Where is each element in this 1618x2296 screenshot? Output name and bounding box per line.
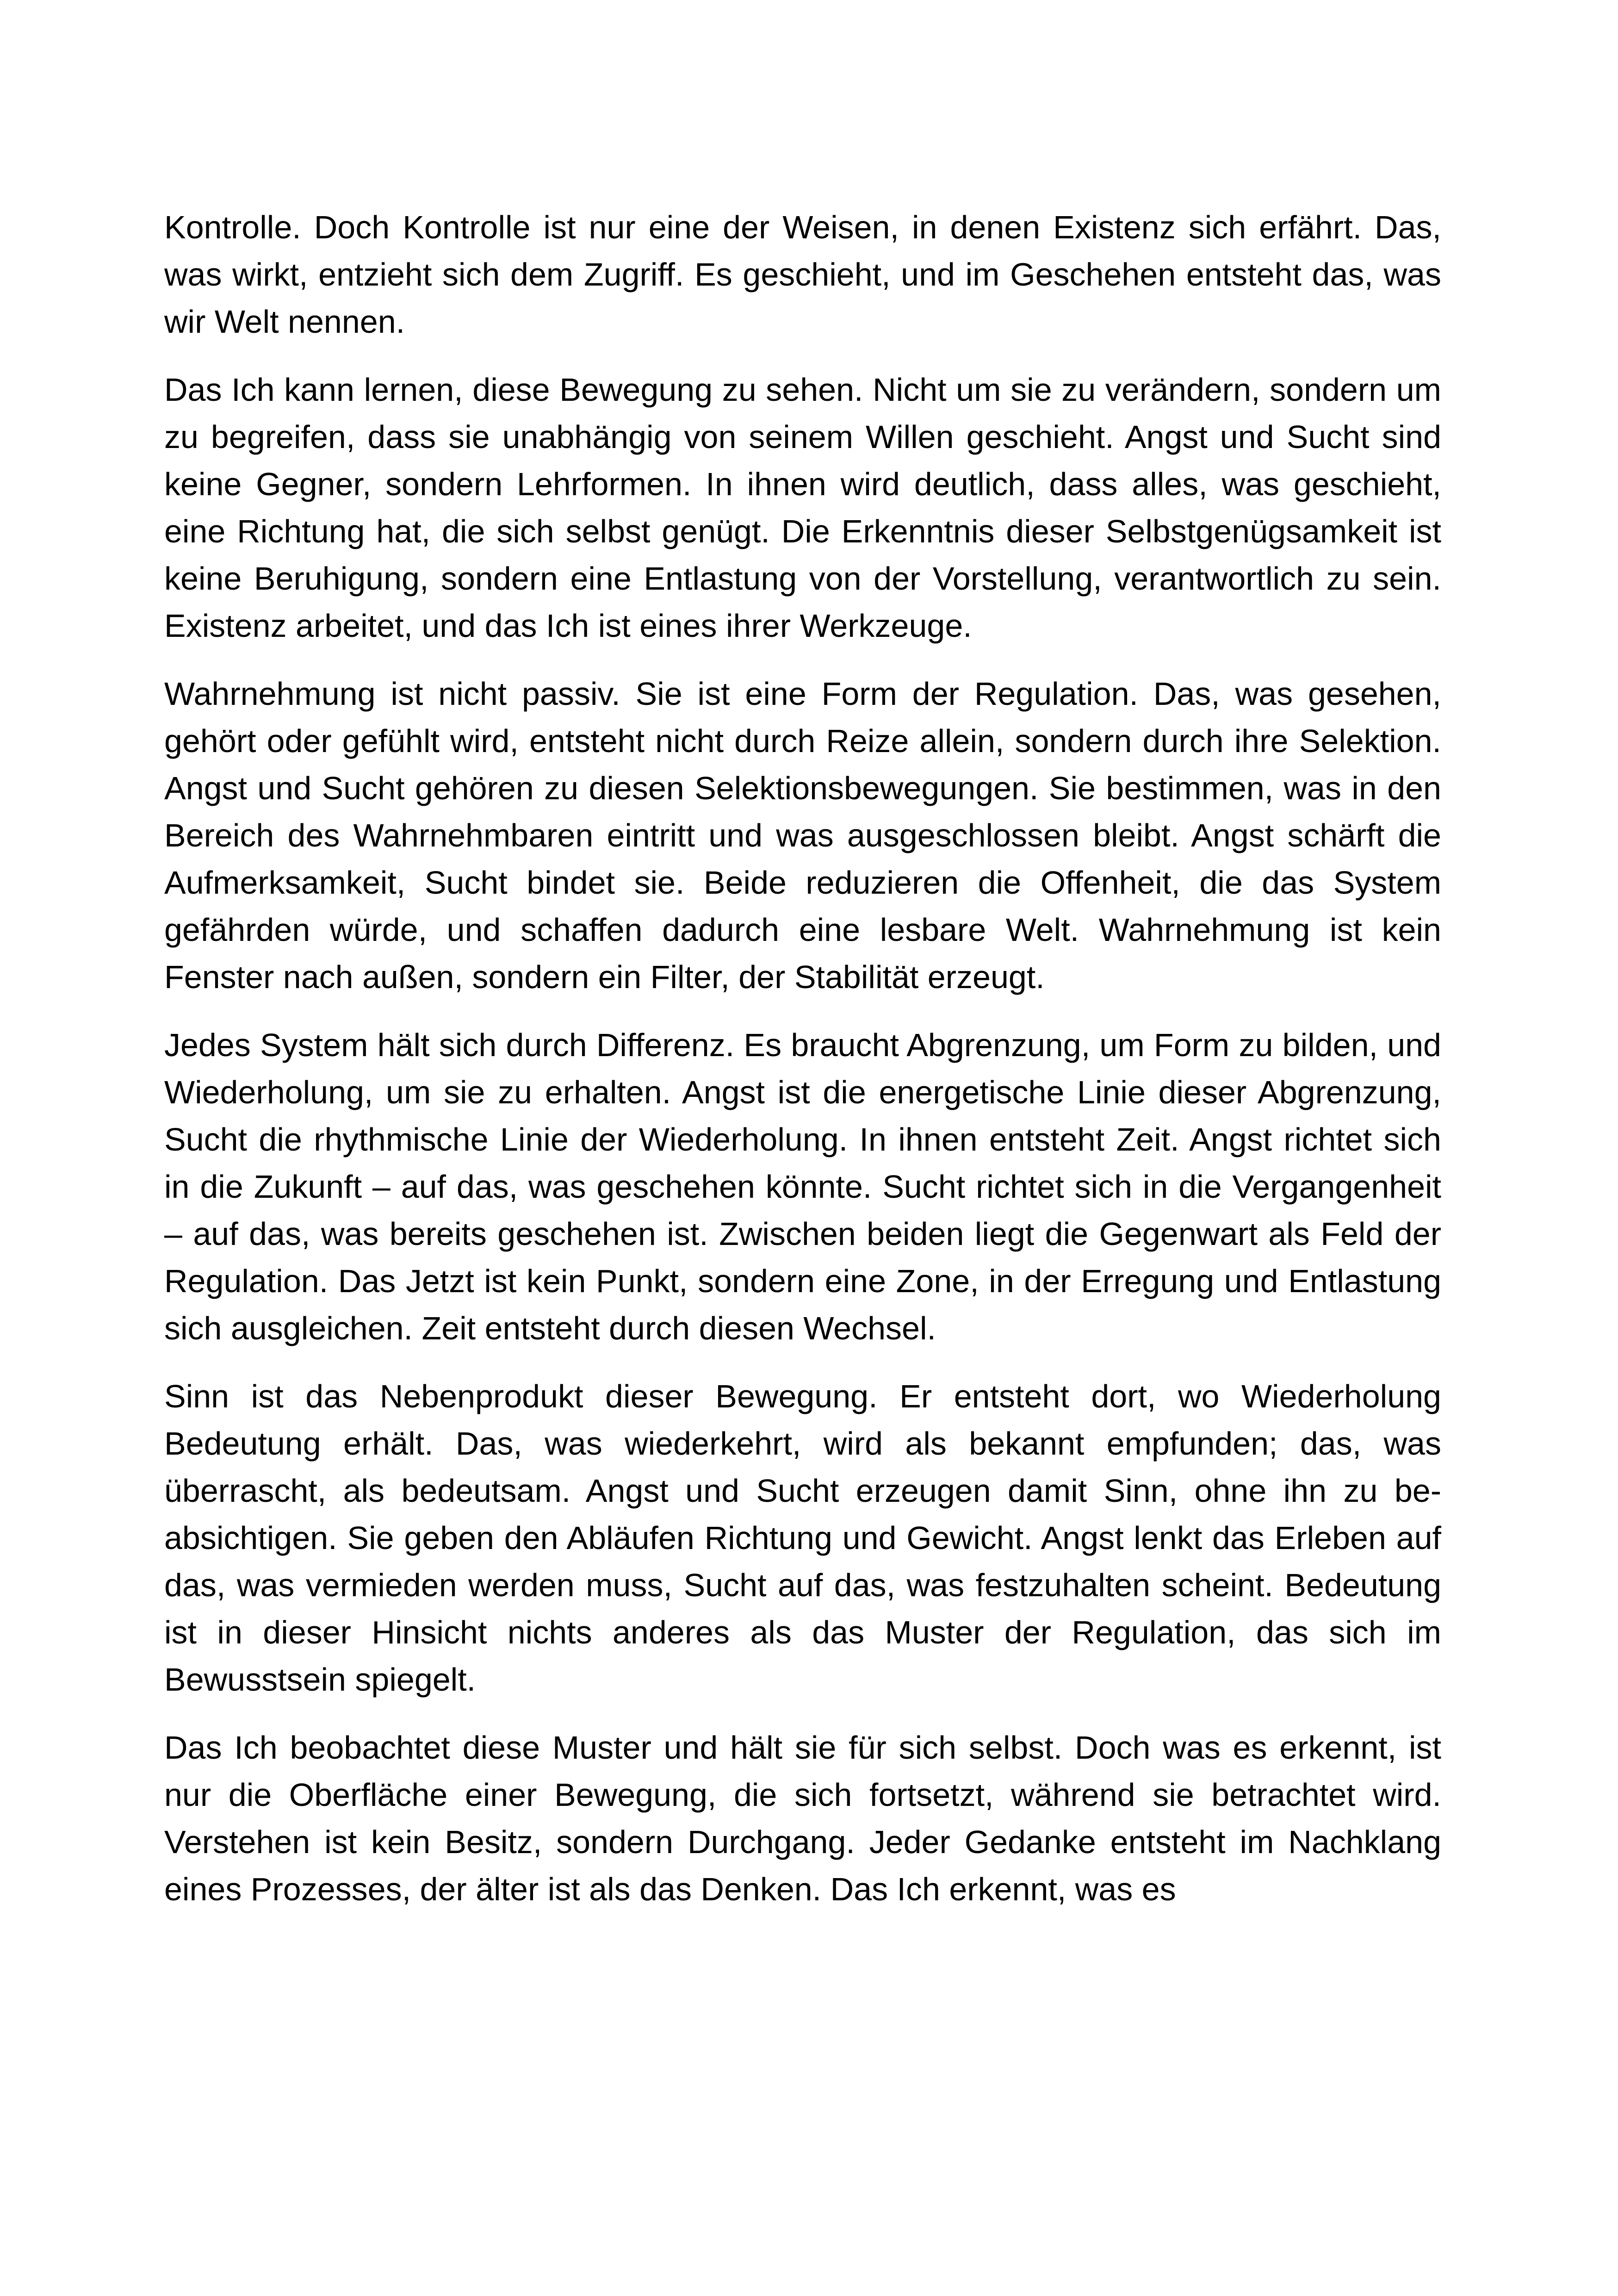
paragraph-5: Sinn ist das Nebenprodukt dieser Bewegung. Er entsteht dort, wo Wiederholung Bedeutung erhält. Das, was wiederkehrt, wird als bekannt empfunden; das, was überrascht, als bedeutsam. Angst und Sucht erzeugen damit Sinn, ohne ihn zu beabsichtigen. Sie geben den Abläufen Richtung und Gewicht. Angst lenkt das Erleben auf das, was vermieden werden muss, Sucht auf das, was festzuhalten scheint. Bedeutung ist in dieser Hinsicht nichts anderes als das Muster der Regulation, das sich im Bewusstsein spiegelt.: [164, 1378, 1441, 1698]
document-page: [164, 204, 1441, 1913]
paragraph-3: Wahrnehmung ist nicht passiv. Sie ist eine Form der Regulation. Das, was gesehen, gehört oder gefühlt wird, entsteht nicht durch Reize allein, sondern durch ihre Selektion. Angst und Sucht gehören zu diesen Selektionsbewegungen. Sie bestimmen, was in den Bereich des Wahrnehmbaren eintritt und was ausgeschlossen bleibt. Angst schärft die Aufmerksamkeit, Sucht bindet sie. Beide reduzieren die Offenheit, die das System gefährden würde, und schaffen dadurch eine lesbare Welt. Wahrnehmung ist kein Fenster nach außen, sondern ein Filter, der Stabilität erzeugt.: [164, 676, 1441, 995]
paragraph-2: Das Ich kann lernen, diese Bewegung zu sehen. Nicht um sie zu verändern, sondern um zu begreifen, dass sie unabhängig von seinem Willen geschieht. Angst und Sucht sind keine Gegner, sondern Lehrformen. In ihnen wird deutlich, dass alles, was geschieht, eine Richtung hat, die sich selbst genügt. Die Erkenntnis dieser Selbstgenügsamkeit ist keine Beruhigung, sondern eine Entlastung von der Vorstellung, verantwortlich zu sein. Existenz arbeitet, und das Ich ist eines ihrer Werkzeuge.: [164, 372, 1441, 644]
paragraph-4: Jedes System hält sich durch Differenz. Es braucht Abgrenzung, um Form zu bilden, und Wiederholung, um sie zu erhalten. Angst ist die energetische Linie dieser Abgrenzung, Sucht die rhythmische Linie der Wiederholung. In ihnen entsteht Zeit. Angst richtet sich in die Zukunft – auf das, was geschehen könnte. Sucht richtet sich in die Vergangenheit – auf das, was bereits geschehen ist. Zwischen beiden liegt die Gegenwart als Feld der Regulation. Das Jetzt ist kein Punkt, sondern eine Zone, in der Erregung und Entlastung sich ausgleichen. Zeit entsteht durch diesen Wechsel.: [164, 1027, 1441, 1346]
paragraph-6: Das Ich beobachtet diese Muster und hält sie für sich selbst. Doch was es erkennt, ist nur die Oberfläche einer Bewegung, die sich fortsetzt, während sie betrachtet wird. Verstehen ist kein Besitz, sondern Durchgang. Jeder Gedanke entsteht im Nachklang eines Prozesses, der älter ist als das Denken. Das Ich erkennt, was es: [164, 1730, 1441, 1907]
paragraph-1: Kontrolle. Doch Kontrolle ist nur eine der Weisen, in denen Existenz sich erfährt. Das, was wirkt, entzieht sich dem Zugriff. Es geschieht, und im Geschehen entsteht das, was wir Welt nennen.: [164, 209, 1441, 340]
